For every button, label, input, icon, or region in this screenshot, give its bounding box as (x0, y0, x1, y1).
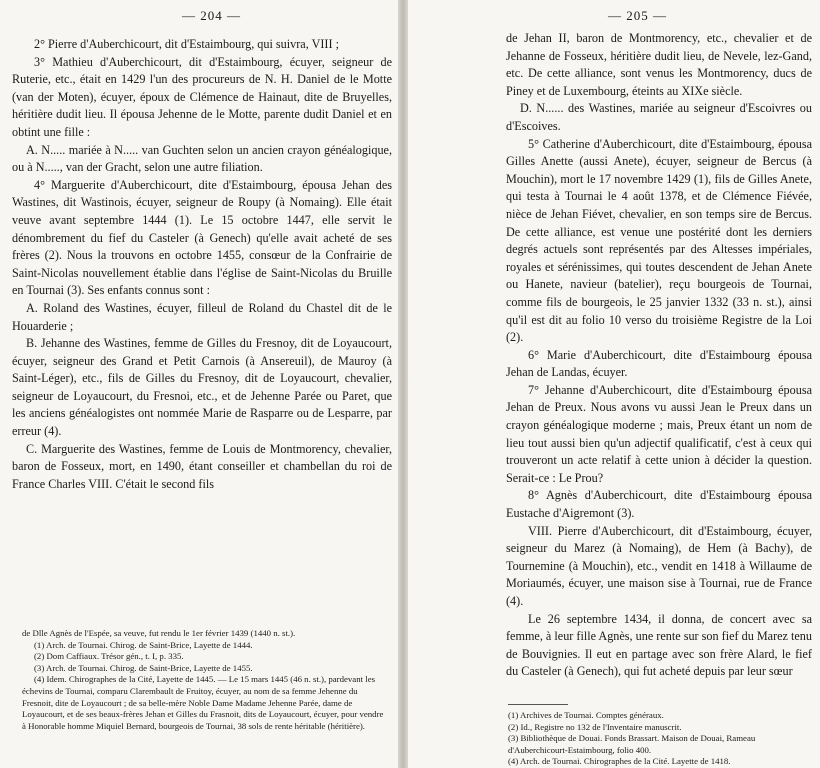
paragraph: Le 26 septembre 1434, il donna, de concert avec sa femme, à leur fille Agnès, une rente sur son fief du Marez tenu de Bouvignies. Il eut en partage avec son frère Alard, le fief du Casteler (à Genech), qui fut acheté depuis par leur sœur (506, 611, 812, 679)
footnote: (3) Bibliothèque de Douai. Fonds Brassart. Maison de Douai, Rameau d'Auberchicourt-Estaimbourg, folio 400. (508, 733, 756, 755)
footnotes (508, 710, 814, 768)
page-number: — 205 — (608, 8, 667, 23)
paragraph: 8° Agnès d'Auberchicourt, dite d'Estaimbourg épousa Eustache d'Aigremont (3). (506, 488, 812, 521)
paragraph: de Jehan II, baron de Montmorency, etc., chevalier et de Jehanne de Fosseux, héritière dudit lieu, de Nevele, lez-Gand, etc. De cette alliance, sont venus les Montmorency, ducs de Piney et de Luxembourg, éteints au XIXe siècle. (506, 31, 812, 98)
footnote: (2) Id., Registre no 132 de l'Inventaire manuscrit. (508, 721, 682, 732)
footnote: (4) Arch. de Tournai. Chirographes de la Cité. Layette de 1418. (508, 756, 731, 767)
paragraph: 4° Marguerite d'Auberchicourt, dite d'Estaimbourg, épousa Jehan des Wastines, dit Wastinois, écuyer, seigneur de Roupy (à Nomaing). Elle était veuve avant septembre 1444 (1). Le 15 octobre 1447, elle servit le dénombrement du fief du Casteler (à Genech) qu'elle avait acheté de ses frères (2). Nous la trouvons en octobre 1455, consœur de la Confrairie de Saint-Nicolas nouvellement établie dans l'église de Saint-Nicolas du Bruille en Tournai (3). Ses enfants connus sont : (12, 177, 392, 298)
paragraph: 6° Marie d'Auberchicourt, dite d'Estaimbourg épousa Jehan de Landas, écuyer. (506, 347, 812, 380)
paragraph: 3° Mathieu d'Auberchicourt, dit d'Estaimbourg, écuyer, seigneur de Ruterie, etc., était en 1429 l'un des procureurs de N. H. Daniel de le Motte (van der Moten), écuyer, époux de Clémence de Hainaut, dite de Bruyelles, héritière dudit lieu. Il épousa Jehenne de le Motte, parente dudit Daniel et en obtint une fille : (12, 54, 392, 139)
footnotes (22, 628, 386, 732)
body-text (12, 36, 392, 493)
paragraph: A. Roland des Wastines, écuyer, filleul de Roland du Chastel dit de le Houarderie ; (12, 300, 392, 333)
paragraph: VIII. Pierre d'Auberchicourt, dit d'Estaimbourg, écuyer, seigneur du Marez (à Nomaing), de Hem (à Bachy), de Tournemine (à Mouchin), etc., vendit en 1418 à Willaume de Moriaumés, écuyer, une maison sise à Tournai, rue de France (4). (506, 523, 812, 608)
footnote: (3) Arch. de Tournai. Chirog. de Saint-Brice, Layette de 1455. (34, 662, 253, 673)
paragraph: 2° Pierre d'Auberchicourt, dit d'Estaimbourg, qui suivra, VIII ; (34, 37, 339, 51)
footnote: (2) Dom Caffiaux. Trésor gén., t. I, p. 335. (34, 651, 184, 662)
paragraph: A. N..... mariée à N..... van Guchten selon un ancien crayon généalogique, ou à N....., van der Gracht, selon une autre filiation. (12, 142, 392, 175)
paragraph: 5° Catherine d'Auberchicourt, dite d'Estaimbourg, épousa Gilles Anette (aussi Anete), écuyer, seigneur de Bercus (à Mouchin), mort le 17 novembre 1429 (1), fils de Gilles Anete, qui testa à Tournai le 4 août 1378, et de Clémence Fiévée, nièce de Jehan Fiévet, chevalier, en son temps sire de Bercus. De cette alliance, est venue une postérité dont les derniers degrés actuels sont représentés par des Altesses impériales, royales et sérénissimes, qui toutes descendent de Jehan Anete ou Hanete, navieur (batelier), reçu bourgeois de Tournai, comme fils de bourgeois, le 25 janvier 1332 (33 n. st.), ainsi qu'il est dit au folio 10 verso du troisième Registre de la Loi (2). (506, 136, 812, 345)
footnote: de Dlle Agnès de l'Espée, sa veuve, fut rendu le 1er février 1439 (1440 n. st.). (22, 628, 296, 638)
paragraph: C. Marguerite des Wastines, femme de Louis de Montmorency, chevalier, baron de Fosseux, mort, en 1490, étant conseiller et chambellan du roi de France Charles VIII. C'était le second fils (12, 441, 392, 491)
footnote-rule (508, 704, 568, 705)
footnote: (1) Arch. de Tournai. Chirog. de Saint-Brice, Layette de 1444. (34, 639, 253, 650)
paragraph: 7° Jehanne d'Auberchicourt, dite d'Estaimbourg épousa Jehan de Preux. Nous avons vu aussi Jean le Preux dans un crayon généalogique moderne ; mais, Preux étant un nom de lieu tout aussi bien qu'un adjectif qualificatif, c'est à ceux qui trouveront un acte relatif à cette union à décider la question. Serait-ce : Le Prou? (506, 382, 812, 485)
book-gutter (398, 0, 408, 768)
footnote: (1) Archives de Tournai. Comptes généraux. (508, 710, 664, 720)
footnote: (4) Idem. Chirographes de la Cité, Layette de 1445. — Le 15 mars 1445 (46 n. st.), pardevant les échevins de Tournai, comparu Clarembault de Fruitoy, écuyer, au nom de sa femme Jehenne du Fresnoit, dite de Loyaucourt ; de sa belle-mère Noble Dame Madame Jehenne Parée, dame de Loyaucourt, et de ses beaux-frères Jehan et Gilles du Frasnoit, dits de Loyaucourt, écuyer, pour vendre à Honorable homme Miquiel Bernard, bourgeois de Tournai, 38 sols de rente héritable (héritière). (22, 674, 384, 731)
left-page (0, 0, 398, 768)
body-text (506, 30, 812, 681)
right-page (408, 0, 820, 768)
paragraph: B. Jehanne des Wastines, femme de Gilles du Fresnoy, dit de Loyaucourt, écuyer, seigneur des Grand et Petit Carnois (à Ansereuil), de Mauroy (à Saint-Léger), etc., fils de Gilles du Fresnoy, dit de Loyaucourt, chevalier, seigneur de Loyaucourt, du Fresnoi, etc., et de Jehenne Parée ou Paret, que les anciens généalogistes ont nommée Marie de Rasparre ou de Lesparre, par erreur (4). (12, 336, 392, 439)
paragraph: D. N...... des Wastines, mariée au seigneur d'Escoivres ou d'Escoives. (506, 101, 812, 133)
page-number: — 204 — (182, 8, 241, 23)
